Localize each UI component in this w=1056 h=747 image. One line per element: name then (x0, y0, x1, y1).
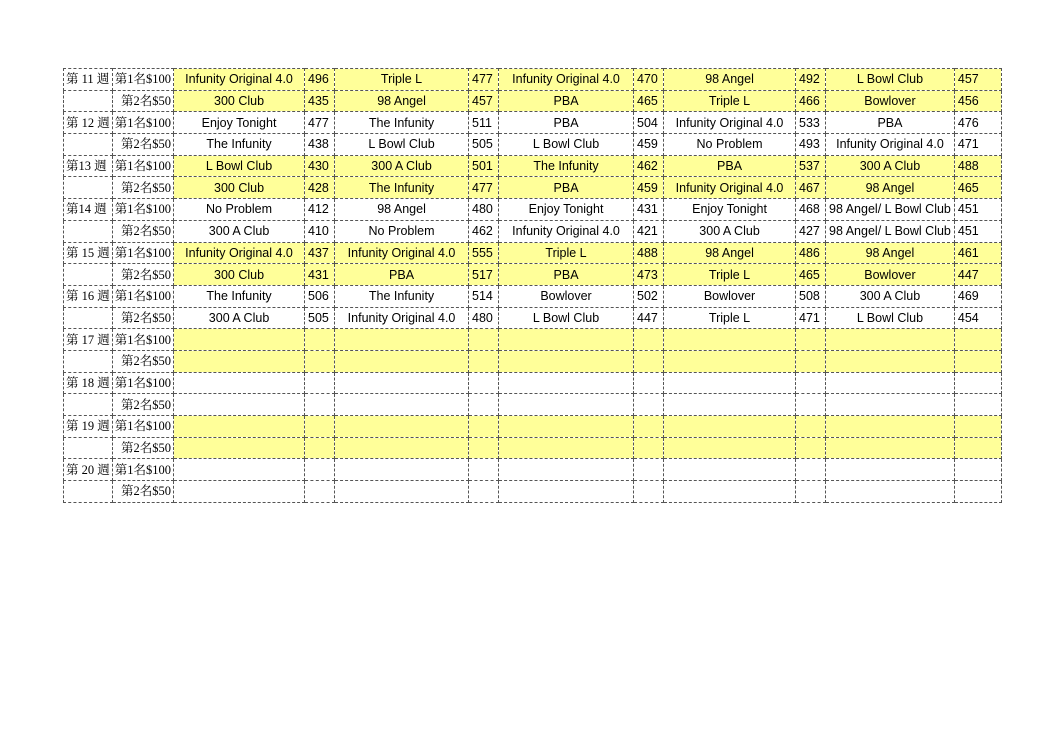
team-cell (174, 372, 305, 394)
score-cell (954, 481, 1001, 503)
score-cell (954, 350, 1001, 372)
score-cell: 480 (469, 307, 499, 329)
score-cell (954, 394, 1001, 416)
week-cell (64, 134, 113, 156)
score-cell: 517 (469, 264, 499, 286)
team-cell (826, 416, 955, 438)
score-cell (634, 350, 664, 372)
team-cell (335, 329, 469, 351)
team-cell (174, 481, 305, 503)
team-cell (826, 437, 955, 459)
team-cell (174, 459, 305, 481)
team-cell: Triple L (499, 242, 634, 264)
week-cell: 第 18 週 (64, 372, 113, 394)
team-cell: Infunity Original 4.0 (499, 69, 634, 91)
table-row (64, 285, 1002, 307)
team-cell (335, 459, 469, 481)
score-cell: 504 (634, 112, 664, 134)
team-cell: Bowlover (826, 90, 955, 112)
team-cell: 98 Angel (826, 242, 955, 264)
score-cell (796, 350, 826, 372)
place-prize-cell: 第2名$50 (112, 350, 173, 372)
score-cell (796, 416, 826, 438)
score-cell (305, 394, 335, 416)
team-cell: Bowlover (664, 285, 796, 307)
team-cell (826, 329, 955, 351)
place-prize-cell: 第2名$50 (112, 90, 173, 112)
team-cell: L Bowl Club (826, 307, 955, 329)
team-cell (499, 416, 634, 438)
place-prize-cell: 第1名$100 (112, 416, 173, 438)
team-cell: 300 A Club (664, 220, 796, 242)
team-cell: Infunity Original 4.0 (499, 220, 634, 242)
place-prize-cell: 第2名$50 (112, 220, 173, 242)
table-row (64, 134, 1002, 156)
team-cell: 300 A Club (335, 155, 469, 177)
score-cell (469, 416, 499, 438)
team-cell: Infunity Original 4.0 (174, 69, 305, 91)
team-cell (499, 437, 634, 459)
score-cell (796, 437, 826, 459)
score-cell: 451 (954, 220, 1001, 242)
score-cell (305, 372, 335, 394)
score-cell: 447 (954, 264, 1001, 286)
score-cell: 470 (634, 69, 664, 91)
table-row (64, 177, 1002, 199)
team-cell (826, 394, 955, 416)
table-body (64, 69, 1002, 503)
team-cell: 300 A Club (826, 155, 955, 177)
team-cell (826, 481, 955, 503)
week-cell (64, 177, 113, 199)
table-row (64, 155, 1002, 177)
team-cell: Infunity Original 4.0 (664, 112, 796, 134)
score-cell: 427 (796, 220, 826, 242)
score-cell: 459 (634, 134, 664, 156)
score-cell: 465 (954, 177, 1001, 199)
table-row (64, 264, 1002, 286)
score-cell: 488 (634, 242, 664, 264)
team-cell: 300 Club (174, 264, 305, 286)
score-cell: 461 (954, 242, 1001, 264)
team-cell: L Bowl Club (335, 134, 469, 156)
score-cell (954, 329, 1001, 351)
team-cell: PBA (499, 112, 634, 134)
team-cell: Infunity Original 4.0 (335, 307, 469, 329)
team-cell: Infunity Original 4.0 (664, 177, 796, 199)
team-cell: L Bowl Club (826, 69, 955, 91)
score-cell (796, 372, 826, 394)
score-cell (305, 459, 335, 481)
team-cell: Enjoy Tonight (664, 199, 796, 221)
team-cell (664, 459, 796, 481)
team-cell (499, 394, 634, 416)
place-prize-cell: 第1名$100 (112, 372, 173, 394)
table-row (64, 242, 1002, 264)
score-cell (469, 394, 499, 416)
score-cell: 555 (469, 242, 499, 264)
team-cell: 300 A Club (174, 307, 305, 329)
team-cell (664, 372, 796, 394)
score-cell: 466 (796, 90, 826, 112)
team-cell: No Problem (335, 220, 469, 242)
team-cell: The Infunity (174, 134, 305, 156)
week-cell (64, 220, 113, 242)
score-cell (796, 481, 826, 503)
team-cell: 300 A Club (826, 285, 955, 307)
team-cell (174, 329, 305, 351)
score-cell: 462 (469, 220, 499, 242)
score-cell (305, 481, 335, 503)
week-cell: 第 19 週 (64, 416, 113, 438)
place-prize-cell: 第1名$100 (112, 69, 173, 91)
place-prize-cell: 第1名$100 (112, 242, 173, 264)
score-cell (469, 329, 499, 351)
score-cell (469, 437, 499, 459)
week-cell (64, 394, 113, 416)
week-cell (64, 481, 113, 503)
table-row (64, 394, 1002, 416)
score-cell (634, 416, 664, 438)
score-cell (954, 437, 1001, 459)
table-row (64, 90, 1002, 112)
score-cell: 477 (469, 177, 499, 199)
score-cell: 456 (954, 90, 1001, 112)
week-cell (64, 264, 113, 286)
score-cell (469, 350, 499, 372)
place-prize-cell: 第1名$100 (112, 459, 173, 481)
team-cell: Triple L (664, 90, 796, 112)
team-cell: 98 Angel/ L Bowl Club (826, 199, 955, 221)
week-cell: 第 12 週 (64, 112, 113, 134)
score-cell: 473 (634, 264, 664, 286)
team-cell: The Infunity (335, 112, 469, 134)
week-cell (64, 437, 113, 459)
team-cell: 98 Angel/ L Bowl Club (826, 220, 955, 242)
place-prize-cell: 第2名$50 (112, 264, 173, 286)
score-cell: 477 (305, 112, 335, 134)
score-cell: 471 (954, 134, 1001, 156)
team-cell: 98 Angel (335, 199, 469, 221)
team-cell: 98 Angel (664, 69, 796, 91)
score-cell: 410 (305, 220, 335, 242)
score-cell: 502 (634, 285, 664, 307)
week-cell: 第 15 週 (64, 242, 113, 264)
team-cell (664, 416, 796, 438)
place-prize-cell: 第1名$100 (112, 112, 173, 134)
place-prize-cell: 第2名$50 (112, 437, 173, 459)
week-cell: 第 17 週 (64, 329, 113, 351)
score-cell: 412 (305, 199, 335, 221)
team-cell: L Bowl Club (499, 307, 634, 329)
table-row (64, 437, 1002, 459)
score-cell: 431 (634, 199, 664, 221)
place-prize-cell: 第2名$50 (112, 134, 173, 156)
place-prize-cell: 第1名$100 (112, 329, 173, 351)
table-row (64, 199, 1002, 221)
team-cell (335, 437, 469, 459)
team-cell: Triple L (335, 69, 469, 91)
score-cell: 469 (954, 285, 1001, 307)
team-cell (664, 481, 796, 503)
week-cell: 第13 週 (64, 155, 113, 177)
table-row (64, 112, 1002, 134)
score-cell (634, 394, 664, 416)
score-cell (469, 459, 499, 481)
score-cell: 477 (469, 69, 499, 91)
team-cell: No Problem (174, 199, 305, 221)
team-cell: Enjoy Tonight (174, 112, 305, 134)
score-cell: 428 (305, 177, 335, 199)
team-cell: The Infunity (499, 155, 634, 177)
place-prize-cell: 第2名$50 (112, 481, 173, 503)
score-cell (305, 329, 335, 351)
score-cell: 447 (634, 307, 664, 329)
score-cell: 501 (469, 155, 499, 177)
table-row (64, 220, 1002, 242)
team-cell: L Bowl Club (174, 155, 305, 177)
score-cell: 435 (305, 90, 335, 112)
table-row (64, 416, 1002, 438)
score-cell (305, 416, 335, 438)
score-cell: 465 (634, 90, 664, 112)
team-cell (335, 394, 469, 416)
score-cell: 505 (305, 307, 335, 329)
team-cell: 300 A Club (174, 220, 305, 242)
team-cell (664, 329, 796, 351)
place-prize-cell: 第2名$50 (112, 177, 173, 199)
team-cell: The Infunity (174, 285, 305, 307)
score-cell: 431 (305, 264, 335, 286)
score-cell: 471 (796, 307, 826, 329)
score-cell (469, 372, 499, 394)
team-cell (335, 350, 469, 372)
table-row (64, 69, 1002, 91)
team-cell: 300 Club (174, 90, 305, 112)
score-cell: 514 (469, 285, 499, 307)
score-cell: 459 (634, 177, 664, 199)
team-cell: Triple L (664, 264, 796, 286)
team-cell (174, 394, 305, 416)
score-cell: 421 (634, 220, 664, 242)
place-prize-cell: 第1名$100 (112, 155, 173, 177)
place-prize-cell: 第1名$100 (112, 285, 173, 307)
score-cell: 468 (796, 199, 826, 221)
team-cell (335, 372, 469, 394)
team-cell (499, 481, 634, 503)
place-prize-cell: 第2名$50 (112, 307, 173, 329)
results-table (63, 68, 1002, 503)
score-cell: 437 (305, 242, 335, 264)
score-cell (634, 372, 664, 394)
team-cell (335, 481, 469, 503)
score-cell (634, 329, 664, 351)
week-cell (64, 307, 113, 329)
score-cell: 537 (796, 155, 826, 177)
team-cell: 98 Angel (664, 242, 796, 264)
team-cell: Triple L (664, 307, 796, 329)
score-cell: 486 (796, 242, 826, 264)
table-row (64, 372, 1002, 394)
week-cell: 第 20 週 (64, 459, 113, 481)
score-cell: 430 (305, 155, 335, 177)
team-cell (826, 459, 955, 481)
team-cell (335, 416, 469, 438)
week-cell: 第 16 週 (64, 285, 113, 307)
team-cell: The Infunity (335, 177, 469, 199)
score-cell (954, 459, 1001, 481)
team-cell (499, 350, 634, 372)
week-cell (64, 90, 113, 112)
team-cell (499, 372, 634, 394)
team-cell: Bowlover (499, 285, 634, 307)
team-cell: Infunity Original 4.0 (335, 242, 469, 264)
team-cell: PBA (499, 90, 634, 112)
week-cell: 第14 週 (64, 199, 113, 221)
score-cell: 508 (796, 285, 826, 307)
score-cell (796, 329, 826, 351)
score-cell: 493 (796, 134, 826, 156)
team-cell (664, 350, 796, 372)
team-cell (174, 437, 305, 459)
team-cell: PBA (499, 264, 634, 286)
team-cell: Bowlover (826, 264, 955, 286)
score-cell: 506 (305, 285, 335, 307)
place-prize-cell: 第2名$50 (112, 394, 173, 416)
score-cell: 462 (634, 155, 664, 177)
score-cell: 492 (796, 69, 826, 91)
score-cell: 457 (954, 69, 1001, 91)
team-cell (826, 350, 955, 372)
table-row (64, 329, 1002, 351)
team-cell (826, 372, 955, 394)
team-cell: PBA (826, 112, 955, 134)
table-row (64, 350, 1002, 372)
team-cell: 98 Angel (826, 177, 955, 199)
score-cell: 480 (469, 199, 499, 221)
team-cell (499, 459, 634, 481)
score-cell (796, 394, 826, 416)
score-cell (634, 437, 664, 459)
score-cell (634, 481, 664, 503)
score-cell: 488 (954, 155, 1001, 177)
team-cell (499, 329, 634, 351)
team-cell (664, 394, 796, 416)
team-cell: No Problem (664, 134, 796, 156)
score-cell: 496 (305, 69, 335, 91)
score-cell: 454 (954, 307, 1001, 329)
score-cell: 465 (796, 264, 826, 286)
score-cell: 438 (305, 134, 335, 156)
team-cell: L Bowl Club (499, 134, 634, 156)
team-cell: PBA (499, 177, 634, 199)
score-cell (796, 459, 826, 481)
team-cell (174, 350, 305, 372)
score-cell: 457 (469, 90, 499, 112)
score-cell: 533 (796, 112, 826, 134)
team-cell: The Infunity (335, 285, 469, 307)
score-cell (305, 350, 335, 372)
score-cell: 451 (954, 199, 1001, 221)
table-row (64, 307, 1002, 329)
score-cell (954, 372, 1001, 394)
team-cell: Infunity Original 4.0 (174, 242, 305, 264)
team-cell: 300 Club (174, 177, 305, 199)
team-cell: PBA (664, 155, 796, 177)
score-cell: 511 (469, 112, 499, 134)
team-cell: 98 Angel (335, 90, 469, 112)
team-cell (664, 437, 796, 459)
table-row (64, 459, 1002, 481)
score-cell (305, 437, 335, 459)
team-cell (174, 416, 305, 438)
table-row (64, 481, 1002, 503)
score-cell (469, 481, 499, 503)
team-cell: Infunity Original 4.0 (826, 134, 955, 156)
week-cell: 第 11 週 (64, 69, 113, 91)
team-cell: Enjoy Tonight (499, 199, 634, 221)
score-cell: 505 (469, 134, 499, 156)
score-cell (634, 459, 664, 481)
score-cell: 467 (796, 177, 826, 199)
team-cell: PBA (335, 264, 469, 286)
score-cell (954, 416, 1001, 438)
place-prize-cell: 第1名$100 (112, 199, 173, 221)
week-cell (64, 350, 113, 372)
score-cell: 476 (954, 112, 1001, 134)
